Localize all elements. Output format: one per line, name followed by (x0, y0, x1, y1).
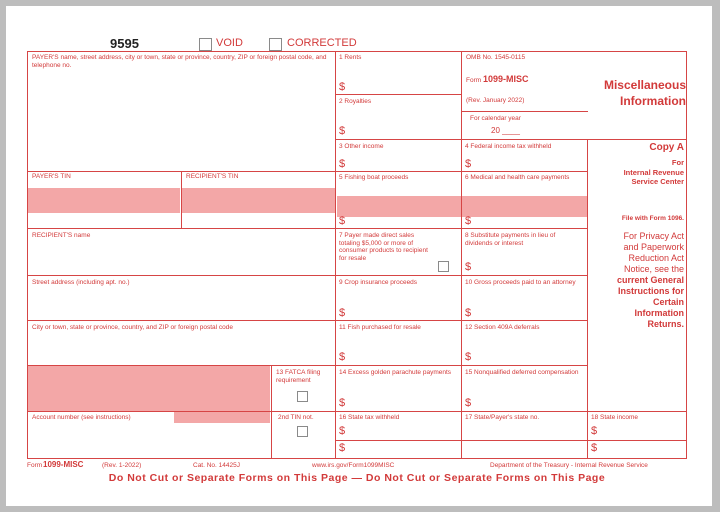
corrected-checkbox[interactable] (269, 38, 282, 51)
irs-line1: Internal Revenue (623, 168, 684, 177)
box14-label: 14 Excess golden parachute payments (339, 369, 452, 376)
void-label: VOID (216, 37, 243, 49)
box17-label: 17 State/Payer's state no. (465, 414, 540, 421)
copy-for-label: For (671, 158, 684, 167)
omb-number: OMB No. 1545-0115 (466, 54, 526, 61)
box14-dollar: $ (339, 397, 346, 409)
fatca-checkbox[interactable] (297, 391, 308, 402)
box10-dollar: $ (465, 307, 472, 319)
account-fill (174, 412, 270, 423)
current-line-4: Information (634, 308, 684, 318)
box7-checkbox[interactable] (438, 261, 449, 272)
box2-label: 2 Royalties (339, 98, 372, 105)
copy-a-label: Copy A (649, 142, 684, 153)
box9-label: 9 Crop insurance proceeds (339, 279, 418, 286)
calendar-year-value: 20 ____ (491, 126, 520, 135)
box4-dollar: $ (465, 158, 472, 170)
box5-dollar: $ (339, 215, 346, 227)
corrected-label: CORRECTED (287, 37, 357, 49)
recipient-tin-label: RECIPIENT'S TIN (186, 173, 239, 180)
box6-dollar: $ (465, 215, 472, 227)
payer-tin-fill (28, 188, 180, 213)
box16-label: 16 State tax withheld (339, 414, 400, 421)
box18-dollar-1: $ (591, 425, 598, 437)
tin2-label: 2nd TIN not. (278, 414, 314, 421)
account-number-label: Account number (see instructions) (32, 414, 131, 421)
city-state-label: City or town, state or province, country, and ZIP or foreign postal code (32, 324, 233, 331)
void-checkbox[interactable] (199, 38, 212, 51)
box7-label: 7 Payer made direct sales totaling $5,000 or more of consumer products to recipient for resale (339, 232, 428, 262)
box3-dollar: $ (339, 158, 346, 170)
box12-label: 12 Section 409A deferrals (465, 324, 540, 331)
box11-label: 11 Fish purchased for resale (339, 324, 421, 331)
form-title-line2: Information (620, 94, 686, 108)
box5-label: 5 Fishing boat proceeds (339, 174, 409, 181)
box18-label: 18 State income (591, 414, 638, 421)
fatca-label: 13 FATCA filing requirement (276, 369, 321, 384)
form-name: 1099-MISC (483, 74, 529, 84)
tin2-checkbox[interactable] (297, 426, 308, 437)
form-1099-misc-sheet (6, 6, 712, 506)
box16-dollar-2: $ (339, 442, 346, 454)
privacy-line-1: For Privacy Act (623, 231, 684, 241)
box9-dollar: $ (339, 307, 346, 319)
fatca-row-fill (28, 366, 270, 411)
footer-dept: Department of the Treasury - Internal Revenue Service (490, 462, 648, 469)
privacy-line-2: and Paperwork (623, 242, 684, 252)
box5-6-fill (337, 196, 588, 217)
box12-dollar: $ (465, 351, 472, 363)
box3-label: 3 Other income (339, 143, 384, 150)
footer-form-prefix: Form (27, 462, 43, 469)
recipient-name-label: RECIPIENT'S name (32, 232, 91, 239)
box4-label: 4 Federal income tax withheld (465, 143, 552, 150)
footer-cat-no: Cat. No. 14425J (193, 462, 240, 469)
irs-line2: Service Center (631, 177, 684, 186)
box8-dollar: $ (465, 261, 472, 273)
payer-tin-label: PAYER'S TIN (32, 173, 71, 180)
payer-info-label: PAYER'S name, street address, city or town, state or province, country, ZIP or foreign postal code, and telephone no. (32, 54, 327, 69)
box10-label: 10 Gross proceeds paid to an attorney (465, 279, 576, 286)
form-control-number: 9595 (110, 36, 139, 51)
footer-form-name: 1099-MISC (43, 460, 84, 469)
street-address-label: Street address (including apt. no.) (32, 279, 130, 286)
current-line-5: Returns. (647, 319, 684, 329)
box6-label: 6 Medical and health care payments (465, 174, 570, 181)
box1-label: 1 Rents (339, 54, 362, 61)
do-not-cut-warning: Do Not Cut or Separate Forms on This Page — Do Not Cut or Separate Forms on This Page (108, 472, 606, 484)
privacy-line-4: Notice, see the (623, 264, 684, 274)
footer-url: www.irs.gov/Form1099MISC (312, 462, 395, 469)
form-prefix: Form (466, 77, 482, 84)
box18-dollar-2: $ (591, 442, 598, 454)
current-line-2: Instructions for (617, 286, 684, 296)
file-with-1096: File with Form 1096. (621, 215, 684, 222)
recipient-tin-fill (182, 188, 335, 213)
form-revision: (Rev. January 2022) (466, 97, 525, 104)
box2-dollar: $ (339, 125, 346, 137)
current-line-3: Certain (652, 297, 684, 307)
current-line-1: current General (616, 275, 684, 285)
calendar-year-label: For calendar year (470, 115, 521, 122)
privacy-line-3: Reduction Act (628, 253, 684, 263)
box1-dollar: $ (339, 81, 346, 93)
box11-dollar: $ (339, 351, 346, 363)
form-title-line1: Miscellaneous (603, 78, 686, 92)
box16-dollar-1: $ (339, 425, 346, 437)
box15-label: 15 Nonqualified deferred compensation (465, 369, 579, 376)
box15-dollar: $ (465, 397, 472, 409)
box8-label: 8 Substitute payments in lieu of dividends or interest (465, 232, 556, 247)
footer-rev: (Rev. 1-2022) (102, 462, 142, 469)
